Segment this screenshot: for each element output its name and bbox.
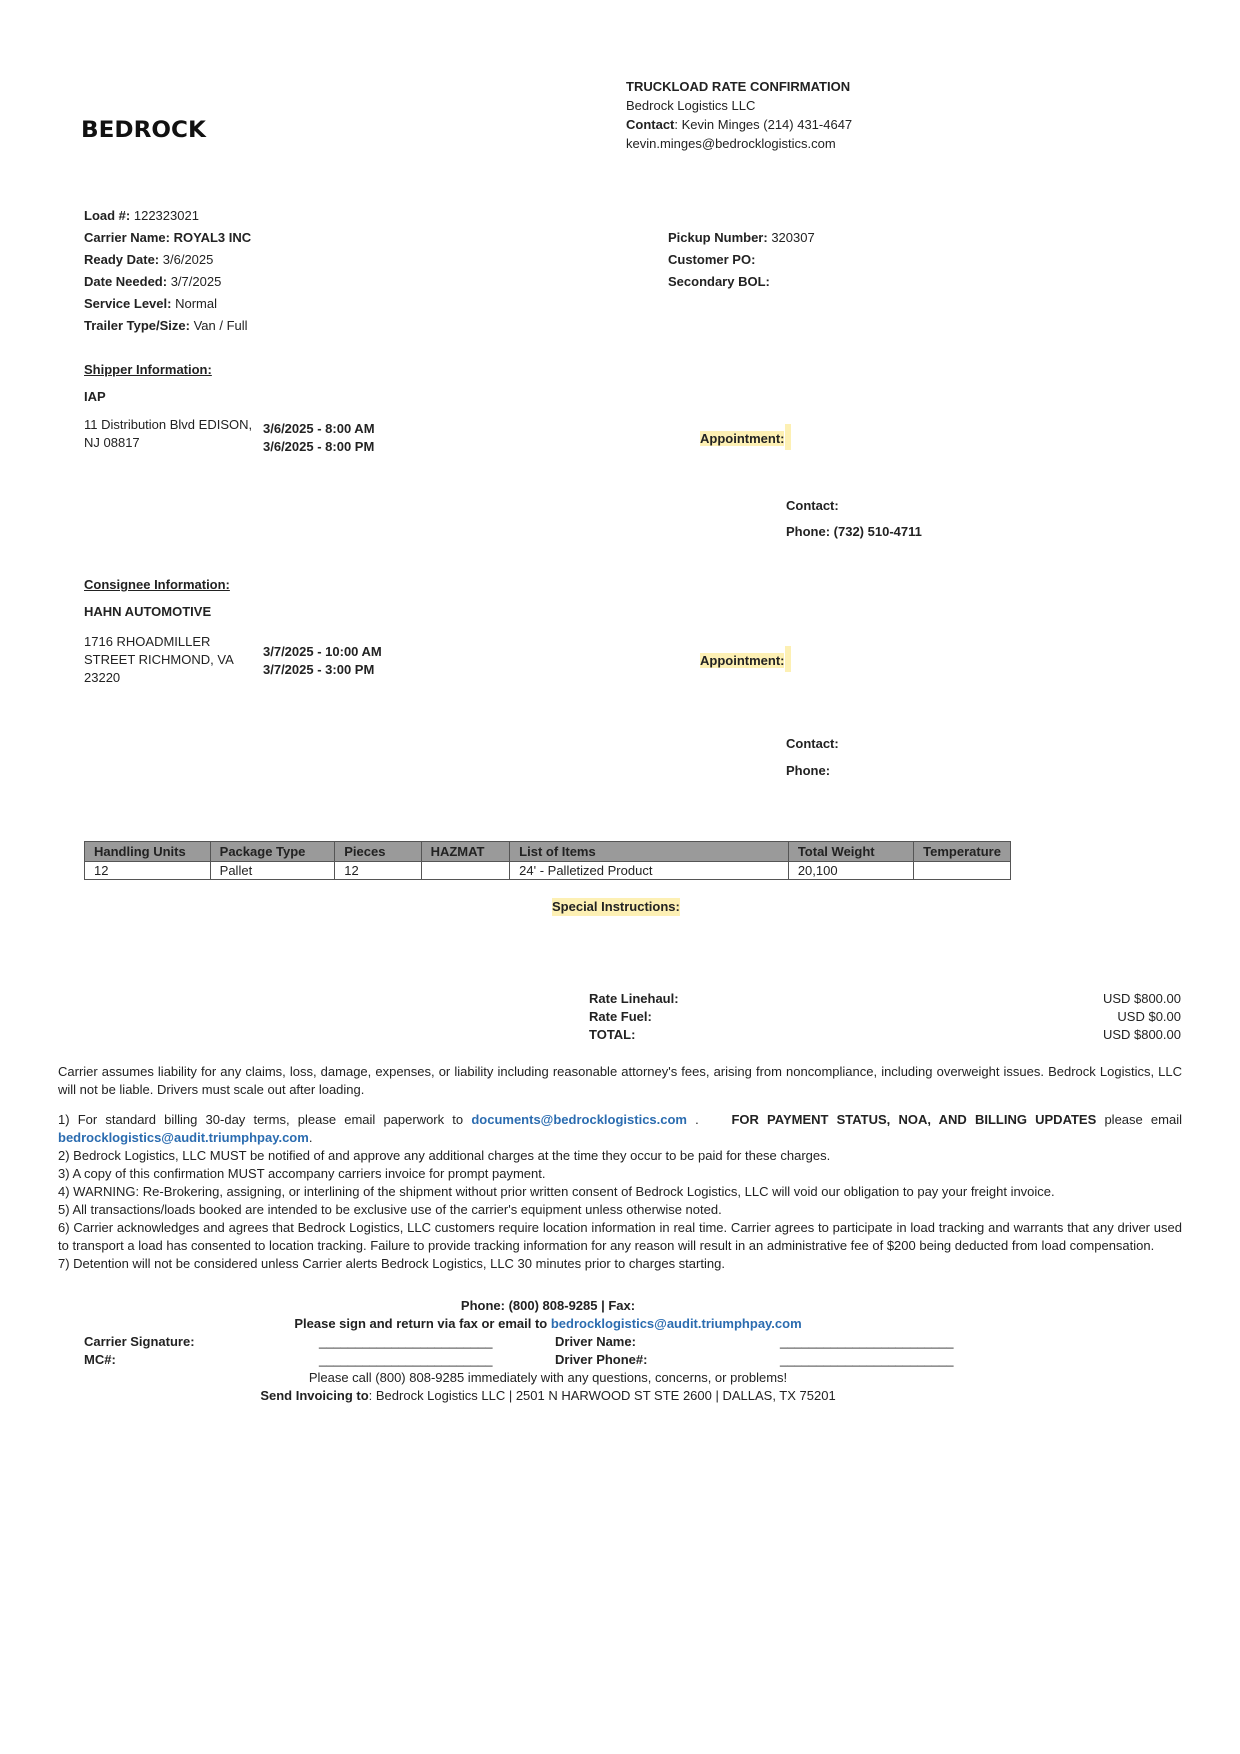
rate-total-label: TOTAL: <box>589 1027 636 1042</box>
driver-phone-field[interactable]: ________________________ <box>780 1352 954 1367</box>
invoicing-address: : Bedrock Logistics LLC | 2501 N HARWOOD ST STE 2600 | DALLAS, TX 75201 <box>368 1388 836 1403</box>
consignee-window-start: 3/7/2025 - 10:00 AM <box>263 644 382 659</box>
customer-po-label: Customer PO: <box>668 252 756 267</box>
liability-paragraph: Carrier assumes liability for any claims, loss, damage, expenses, or liability including reasonable attorney's fees, arising from noncompliance, including overweight issues. Bedrock Logistics, LLC will not be liable. Drivers must scale out after loading. <box>58 1064 1182 1097</box>
special-instructions-label: Special Instructions: <box>552 899 680 914</box>
rate-total-value: USD $800.00 <box>1102 1027 1181 1042</box>
footer-bottom <box>0 1369 1096 1405</box>
carrier-name-value: ROYAL3 INC <box>173 230 252 245</box>
trailer-type-row <box>84 315 251 337</box>
carrier-name-label: Carrier Name: <box>84 230 170 245</box>
contact-label: Contact <box>626 117 675 132</box>
shipper-address-line: NJ 08817 <box>84 435 140 450</box>
term-1-please: please email <box>1104 1112 1182 1127</box>
carrier-name-row <box>84 227 251 249</box>
ready-date-row <box>84 249 251 271</box>
items-header-row <box>85 842 1011 862</box>
date-needed-label: Date Needed: <box>84 274 168 289</box>
load-number-value: 122323021 <box>133 208 199 223</box>
shipper-appointment-label: Appointment: <box>700 431 785 446</box>
pickup-number-row <box>668 227 815 249</box>
term-7: 7) Detention will not be considered unless Carrier alerts Bedrock Logistics, LLC 30 minutes prior to charges starting. <box>58 1256 725 1271</box>
term-3: 3) A copy of this confirmation MUST accompany carriers invoice for prompt payment. <box>58 1166 546 1181</box>
footer-phone-fax: Phone: (800) 808-9285 | Fax: <box>460 1298 636 1313</box>
consignee-address-line: STREET RICHMOND, VA <box>84 652 234 667</box>
term-1: 1) For standard billing 30-day terms, please email paperwork to documents@bedrocklogistics.com . FOR PAYMENT STATUS, NOA, AND BILLING UPDATES please email bedrocklogistics@audit.triumphpay.com. <box>58 1112 1182 1145</box>
footer-sign-email-link[interactable]: bedrocklogistics@audit.triumphpay.com <box>550 1316 802 1331</box>
term-1-text: 1) For standard billing 30-day terms, please email paperwork to <box>58 1112 464 1127</box>
date-needed-row <box>84 271 251 293</box>
driver-name-label: Driver Name: <box>555 1334 636 1349</box>
mc-number-field[interactable]: ________________________ <box>319 1352 493 1367</box>
column-header: Pieces <box>335 842 421 862</box>
appointment-marker-icon <box>785 646 791 672</box>
contact-email: kevin.minges@bedrocklogistics.com <box>626 136 836 151</box>
service-level-value: Normal <box>175 296 217 311</box>
rate-linehaul-label: Rate Linehaul: <box>589 991 679 1006</box>
triumphpay-email-link[interactable]: bedrocklogistics@audit.triumphpay.com <box>58 1130 309 1145</box>
load-number-label: Load #: <box>84 208 131 223</box>
company-logo: BEDROCK <box>81 118 206 143</box>
shipper-window-start: 3/6/2025 - 8:00 AM <box>263 421 375 436</box>
table-cell <box>914 862 1011 880</box>
column-header: Total Weight <box>788 842 913 862</box>
load-number-row <box>84 205 251 227</box>
shipper-contact-label: Contact: <box>786 498 839 513</box>
table-row <box>85 862 1011 880</box>
rate-fuel-value: USD $0.00 <box>1117 1009 1181 1024</box>
date-needed-value: 3/7/2025 <box>170 274 222 289</box>
table-cell <box>421 862 510 880</box>
rate-fuel-row <box>589 1008 1181 1026</box>
table-cell: 12 <box>335 862 421 880</box>
column-header: Handling Units <box>85 842 211 862</box>
table-cell: 12 <box>85 862 211 880</box>
rates-block <box>589 990 1181 1044</box>
consignee-contact-label: Contact: <box>786 736 839 751</box>
footer-sign-line <box>0 1315 1096 1333</box>
shipper-heading: Shipper Information: <box>84 362 212 377</box>
column-header: HAZMAT <box>421 842 510 862</box>
consignee-address <box>84 633 234 687</box>
company-name: Bedrock Logistics LLC <box>626 98 756 113</box>
consignee-appointment <box>700 652 791 678</box>
consignee-window-end: 3/7/2025 - 3:00 PM <box>263 662 375 677</box>
column-header: Package Type <box>210 842 335 862</box>
shipper-address-line: 11 Distribution Blvd EDISON, <box>84 417 253 432</box>
ready-date-value: 3/6/2025 <box>162 252 214 267</box>
carrier-signature-field[interactable]: ________________________ <box>319 1334 493 1349</box>
consignee-name: HAHN AUTOMOTIVE <box>84 604 212 619</box>
driver-phone-label: Driver Phone#: <box>555 1352 648 1367</box>
column-header: Temperature <box>914 842 1011 862</box>
contact-line <box>626 115 852 134</box>
consignee-address-line: 1716 RHOADMILLER <box>84 634 211 649</box>
shipper-phone: Phone: (732) 510-4711 <box>786 524 922 539</box>
rate-linehaul-row <box>589 990 1181 1008</box>
trailer-type-value: Van / Full <box>193 318 248 333</box>
terms-section <box>58 1063 1182 1273</box>
trailer-type-label: Trailer Type/Size: <box>84 318 190 333</box>
pickup-number-label: Pickup Number: <box>668 230 768 245</box>
contact-value: : Kevin Minges (214) 431-4647 <box>674 117 853 132</box>
footer-invoicing-line <box>0 1387 1096 1405</box>
shipper-appointment <box>700 430 791 456</box>
service-level-label: Service Level: <box>84 296 172 311</box>
footer-center <box>0 1297 1096 1333</box>
shipper-window-end: 3/6/2025 - 8:00 PM <box>263 439 375 454</box>
consignee-address-line: 23220 <box>84 670 121 685</box>
rate-total-row <box>589 1026 1181 1044</box>
document-title: TRUCKLOAD RATE CONFIRMATION <box>626 79 851 94</box>
document-header <box>626 77 852 153</box>
term-2: 2) Bedrock Logistics, LLC MUST be notified of and approve any additional charges at the time they occur to be paid for these charges. <box>58 1148 831 1163</box>
payment-status-text: FOR PAYMENT STATUS, NOA, AND BILLING UPDATES <box>731 1112 1097 1127</box>
consignee-window <box>263 643 382 679</box>
shipper-address <box>84 416 252 452</box>
reference-numbers <box>668 227 815 293</box>
consignee-heading: Consignee Information: <box>84 577 230 592</box>
pickup-number-value: 320307 <box>771 230 815 245</box>
footer-sign-text: Please sign and return via fax or email to <box>294 1316 548 1331</box>
appointment-marker-icon <box>785 424 791 450</box>
table-cell: Pallet <box>210 862 335 880</box>
term-5: 5) All transactions/loads booked are intended to be exclusive use of the carrier's equipment unless otherwise noted. <box>58 1202 722 1217</box>
shipper-window <box>263 420 375 456</box>
invoicing-label: Send Invoicing to <box>260 1388 369 1403</box>
secondary-bol-label: Secondary BOL: <box>668 274 770 289</box>
shipper-name: IAP <box>84 389 106 404</box>
ready-date-label: Ready Date: <box>84 252 160 267</box>
documents-email-link[interactable]: documents@bedrocklogistics.com <box>471 1112 687 1127</box>
column-header: List of Items <box>510 842 789 862</box>
consignee-appointment-label: Appointment: <box>700 653 785 668</box>
load-details <box>84 205 251 337</box>
footer-call-line: Please call (800) 808-9285 immediately with any questions, concerns, or problems! <box>308 1370 788 1385</box>
term-6: 6) Carrier acknowledges and agrees that Bedrock Logistics, LLC customers require location information in real time. Carrier agrees to participate in load tracking and warrants that any driver used to transport a load has consented to location tracking. Failure to provide tracking information for any reason will result in an administrative fee of $200 being deducted from load compensation. <box>58 1220 1182 1253</box>
rate-fuel-label: Rate Fuel: <box>589 1009 652 1024</box>
term-4: 4) WARNING: Re-Brokering, assigning, or interlining of the shipment without prior written consent of Bedrock Logistics, LLC will void our obligation to pay your freight invoice. <box>58 1184 1055 1199</box>
rate-linehaul-value: USD $800.00 <box>1102 991 1181 1006</box>
mc-number-label: MC#: <box>84 1352 116 1367</box>
items-table <box>84 841 1011 880</box>
carrier-signature-label: Carrier Signature: <box>84 1334 195 1349</box>
driver-name-field[interactable]: ________________________ <box>780 1334 954 1349</box>
service-level-row <box>84 293 251 315</box>
table-cell: 24' - Palletized Product <box>510 862 789 880</box>
consignee-phone: Phone: <box>786 763 831 778</box>
table-cell: 20,100 <box>788 862 913 880</box>
